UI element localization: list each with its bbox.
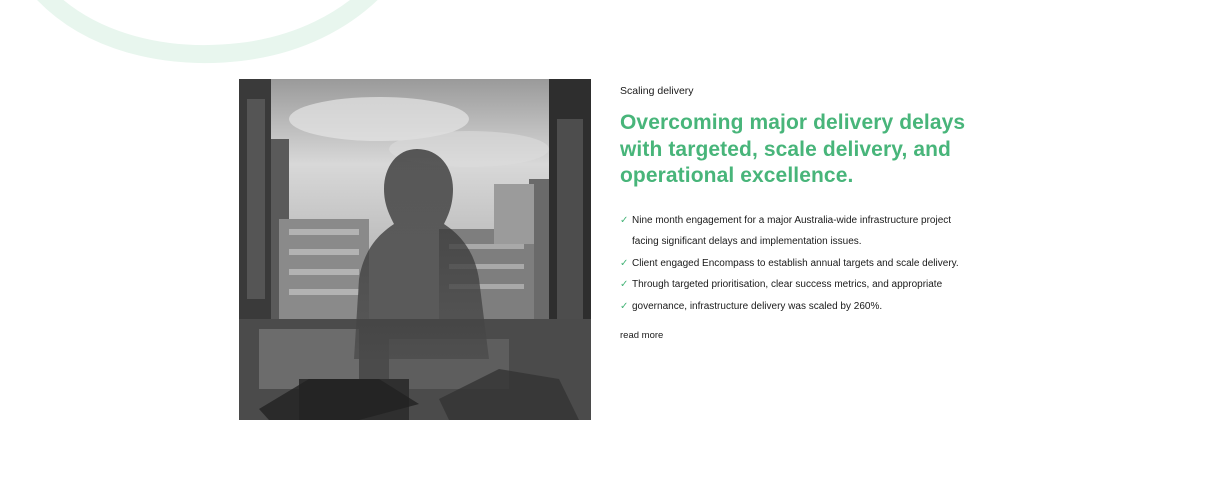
bullet-text: Client engaged Encompass to establish annual targets and scale delivery.	[632, 257, 959, 269]
feature-content	[620, 84, 980, 343]
decorative-arc	[0, 0, 420, 70]
feature-headline: Overcoming major delivery delays with targeted, scale delivery, and operational excellence.	[620, 111, 966, 187]
check-icon: ✓	[620, 257, 629, 269]
check-icon: ✓	[620, 300, 629, 312]
list-item	[620, 296, 980, 318]
check-icon: ✓	[620, 214, 629, 226]
check-icon: ✓	[620, 279, 629, 290]
bullet-list	[620, 210, 980, 318]
eyebrow-label: Scaling delivery	[620, 85, 694, 97]
bullet-text: Nine month engagement for a major Australia-wide infrastructure project facing significant delays and implementation issues.	[632, 214, 952, 247]
bullet-text: Through targeted prioritisation, clear success metrics, and appropriate	[632, 279, 943, 290]
list-item	[620, 274, 980, 296]
list-item	[620, 210, 980, 253]
bullet-text: governance, infrastructure delivery was scaled by 260%.	[632, 300, 883, 312]
silhouette-cityscape-photo	[239, 79, 591, 420]
read-more-link[interactable]: read more	[620, 330, 664, 341]
list-item	[620, 253, 980, 275]
feature-photo	[239, 79, 591, 420]
